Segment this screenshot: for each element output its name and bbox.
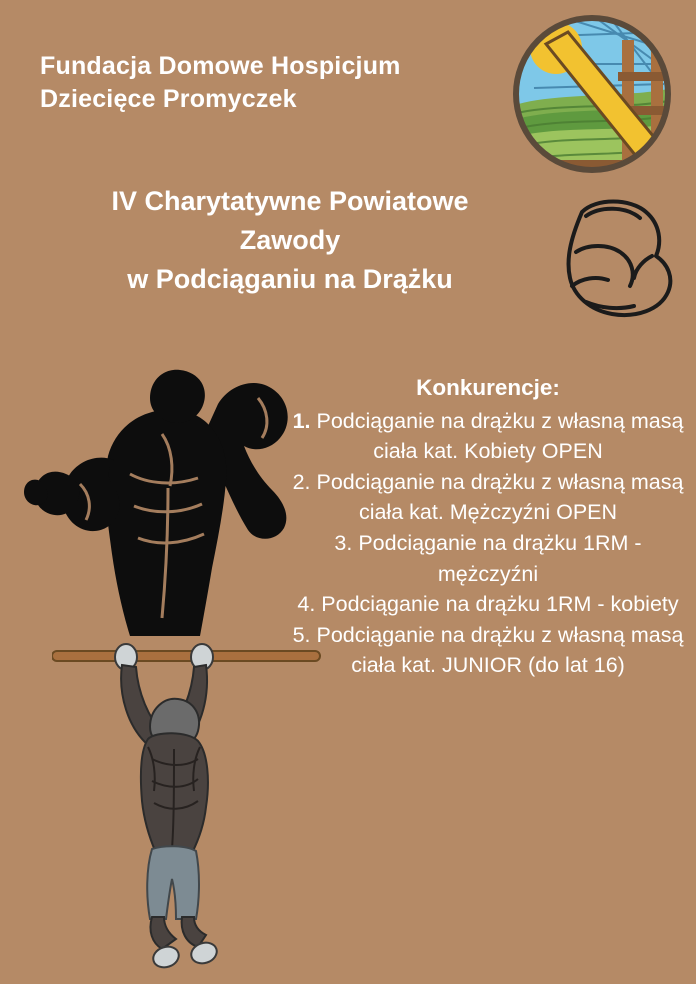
event-number: 5. [292, 622, 311, 647]
list-item [292, 467, 684, 528]
page-title-line2: Zawody [239, 225, 341, 256]
organization-name-line1: Fundacja Domowe Hospicjum [40, 52, 401, 80]
list-item [292, 589, 684, 620]
events-list [292, 372, 684, 681]
bodybuilder-back-silhouette [22, 338, 332, 638]
sunrise-fields-logo-icon [512, 14, 672, 174]
event-text: Podciąganie na drążku 1RM - kobiety [315, 592, 679, 617]
page-title-line3: w Podciąganiu na Drążku [127, 264, 453, 295]
list-item [292, 620, 684, 681]
pullup-athlete-illustration [52, 635, 332, 975]
organization-name-line2: Dziecięce Promyczek [40, 85, 297, 113]
event-text: Podciąganie na drążku z własną masą ciała kat. Mężczyźni OPEN [310, 469, 684, 525]
event-number: 2. [292, 469, 311, 494]
list-item [292, 406, 684, 467]
list-item [292, 528, 684, 589]
event-text: Podciąganie na drążku 1RM - mężczyźni [352, 531, 642, 586]
event-text: Podciąganie na drążku z własną masą ciała kat. Kobiety OPEN [310, 408, 684, 464]
flexed-biceps-icon [556, 190, 682, 325]
page-title-line1: IV Charytatywne Powiatowe [111, 186, 469, 216]
event-number: 4. [297, 592, 316, 617]
event-number: 1. [292, 408, 311, 433]
events-heading: Konkurencje: [416, 375, 560, 400]
organization-name [40, 50, 480, 116]
event-number: 3. [334, 531, 353, 555]
page-title [30, 182, 550, 299]
event-text: Podciąganie na drążku z własną masą ciała kat. JUNIOR (do lat 16) [310, 622, 684, 678]
